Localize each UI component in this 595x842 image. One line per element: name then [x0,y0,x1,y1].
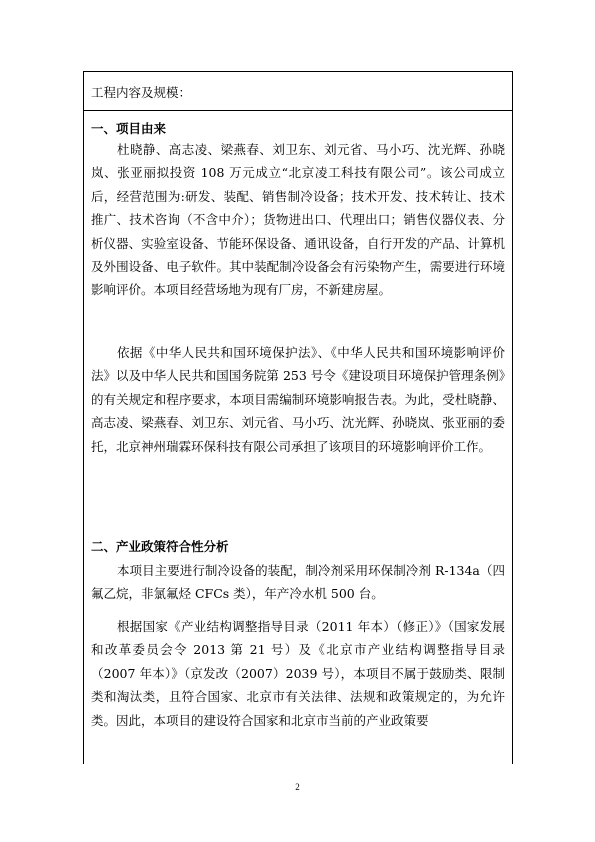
table-top-border [83,71,513,72]
paragraph-origin-1: 杜晓静、高志凌、梁燕春、刘卫东、刘元省、马小巧、沈光辉、孙晓岚、张亚丽拟投资 108 万元成立“北京凌工科技有限公司”。该公司成立后，经营范围为:研发、装配、销售制冷设备；技术开发、技术转让、技术推广、技术咨询（不含中介）；货物进出口、代理出口；销售仪器仪表、分析仪器、实验室设备、节能环保设备、通讯设备，自行开发的产品、计算机及外围设备、电子软件。其中装配制冷设备会有污染物产生，需要进行环境影响评价。本项目经营场地为现有厂房，不新建房屋。 [91,142,505,298]
section-heading-origin: 一、项目由来 [91,121,167,136]
page-number: 2 [295,782,300,792]
section-heading-policy: 二、产业政策符合性分析 [91,539,229,554]
paragraph-origin-2: 依据《中华人民共和国环境保护法》、《中华人民共和国环境影响评价法》以及中华人民共和国国务院第 253 号令《建设项目环境保护管理条例》的有关规定和程序要求，本项目需编制环境影响报告表。为此，受杜晓静、高志凌、梁燕春、刘卫东、刘元省、马小巧、沈光辉、孙晓岚、张亚丽的委托，北京神州瑞霖环保科技有限公司承担了该项目的环境影响评价工作。 [91,345,505,454]
paragraph-policy-2: 根据国家《产业结构调整指导目录（2011 年本）（修正）》（国家发展和改革委员会令 2013 第 21 号）及《北京市产业结构调整指导目录（2007 年本）》（京发改（2007）2039 号），本项目不属于鼓励类、限制类和淘汰类，且符合国家、北京市有关法律、法规和政策规定的，为允许类。因此，本项目的建设符合国家和北京市当前的产业政策要 [91,619,505,728]
title-row-divider [83,110,513,111]
paragraph-policy-1: 本项目主要进行制冷设备的装配，制冷剂采用环保制冷剂 R-134a（四氟乙烷，非氯氟烃 CFCs 类），年产冷水机 500 台。 [91,563,505,602]
page-title: 工程内容及规模： [91,85,192,100]
